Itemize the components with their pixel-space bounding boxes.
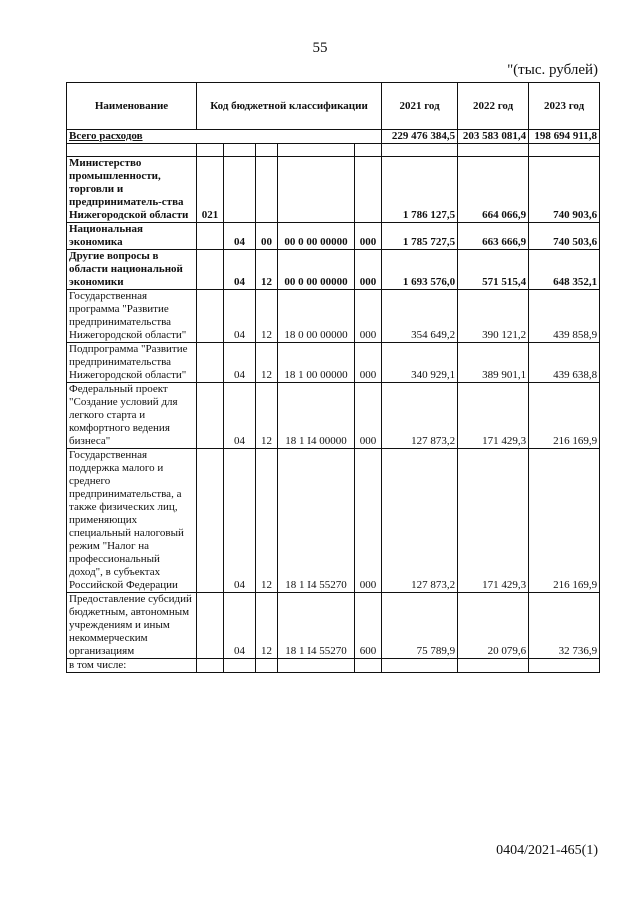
cell-v2021: 1 693 576,0 bbox=[382, 250, 458, 290]
table-row bbox=[67, 223, 600, 250]
cell-v2021: 127 873,2 bbox=[382, 449, 458, 593]
cell-c5 bbox=[355, 157, 382, 223]
cell-v2023: 439 638,8 bbox=[529, 343, 600, 383]
cell-c2: 04 bbox=[224, 449, 256, 593]
header-2021: 2021 год bbox=[382, 83, 458, 130]
unit-label: "(тыс. рублей) bbox=[507, 62, 598, 78]
cell-v2021 bbox=[382, 659, 458, 673]
cell-name: Министерство промышленности, торговли и предприниматель-ства Нижегородской области bbox=[67, 157, 197, 223]
document-code: 0404/2021-465(1) bbox=[496, 843, 598, 858]
cell-c4: 00 0 00 00000 bbox=[278, 250, 355, 290]
cell-c1 bbox=[197, 383, 224, 449]
total-2021: 229 476 384,5 bbox=[382, 130, 458, 144]
spacer-cell bbox=[256, 144, 278, 157]
cell-c4: 18 0 00 00000 bbox=[278, 290, 355, 343]
total-row bbox=[67, 130, 600, 144]
cell-name: Другие вопросы в области национальной экономики bbox=[67, 250, 197, 290]
cell-name: Федеральный проект "Создание условий для легкого старта и комфортного ведения бизнеса" bbox=[67, 383, 197, 449]
cell-name: Государственная поддержка малого и среднего предпринимательства, а также физических лиц, применяющих специальный налоговый режим "Налог на профессиональный доход", в субъектах Российской Федерации bbox=[67, 449, 197, 593]
cell-c3: 12 bbox=[256, 593, 278, 659]
cell-v2023: 216 169,9 bbox=[529, 383, 600, 449]
cell-v2023: 216 169,9 bbox=[529, 449, 600, 593]
cell-c5 bbox=[355, 659, 382, 673]
spacer-cell bbox=[197, 144, 224, 157]
cell-c2 bbox=[224, 157, 256, 223]
spacer-cell bbox=[458, 144, 529, 157]
table-row bbox=[67, 449, 600, 593]
cell-v2023: 439 858,9 bbox=[529, 290, 600, 343]
cell-c1 bbox=[197, 223, 224, 250]
cell-v2021: 1 786 127,5 bbox=[382, 157, 458, 223]
spacer-row bbox=[67, 144, 600, 157]
cell-c5: 000 bbox=[355, 343, 382, 383]
cell-c3: 12 bbox=[256, 290, 278, 343]
cell-c4: 18 1 I4 00000 bbox=[278, 383, 355, 449]
cell-c4 bbox=[278, 157, 355, 223]
cell-c2: 04 bbox=[224, 593, 256, 659]
cell-c1: 021 bbox=[197, 157, 224, 223]
cell-c3: 00 bbox=[256, 223, 278, 250]
cell-c3: 12 bbox=[256, 449, 278, 593]
cell-c4: 18 1 00 00000 bbox=[278, 343, 355, 383]
header-2023: 2023 год bbox=[529, 83, 600, 130]
cell-v2022: 171 429,3 bbox=[458, 449, 529, 593]
cell-c3: 12 bbox=[256, 343, 278, 383]
cell-c5: 000 bbox=[355, 290, 382, 343]
cell-v2022: 389 901,1 bbox=[458, 343, 529, 383]
cell-v2021: 1 785 727,5 bbox=[382, 223, 458, 250]
cell-c1 bbox=[197, 343, 224, 383]
cell-v2023: 648 352,1 bbox=[529, 250, 600, 290]
total-2022: 203 583 081,4 bbox=[458, 130, 529, 144]
table-row bbox=[67, 343, 600, 383]
total-name: Всего расходов bbox=[67, 130, 382, 144]
cell-c1 bbox=[197, 290, 224, 343]
cell-v2022: 390 121,2 bbox=[458, 290, 529, 343]
cell-c3 bbox=[256, 157, 278, 223]
cell-c1 bbox=[197, 659, 224, 673]
table-row bbox=[67, 593, 600, 659]
page-number: 55 bbox=[312, 40, 328, 56]
cell-v2023: 32 736,9 bbox=[529, 593, 600, 659]
cell-v2022 bbox=[458, 659, 529, 673]
cell-v2022: 171 429,3 bbox=[458, 383, 529, 449]
cell-c1 bbox=[197, 593, 224, 659]
cell-c5: 000 bbox=[355, 449, 382, 593]
cell-name: Предоставление субсидий бюджетным, автономным учреждениям и иным некоммерческим организациям bbox=[67, 593, 197, 659]
cell-v2021: 340 929,1 bbox=[382, 343, 458, 383]
cell-c4: 18 1 I4 55270 bbox=[278, 449, 355, 593]
table-header-row bbox=[67, 83, 600, 130]
table-row bbox=[67, 290, 600, 343]
cell-v2021: 75 789,9 bbox=[382, 593, 458, 659]
cell-v2022: 664 066,9 bbox=[458, 157, 529, 223]
cell-c1 bbox=[197, 449, 224, 593]
cell-c3 bbox=[256, 659, 278, 673]
cell-name: Подпрограмма "Развитие предпринимательства Нижегородской области" bbox=[67, 343, 197, 383]
cell-c2: 04 bbox=[224, 290, 256, 343]
table-row bbox=[67, 659, 600, 673]
cell-c2 bbox=[224, 659, 256, 673]
cell-c2: 04 bbox=[224, 250, 256, 290]
cell-c5: 600 bbox=[355, 593, 382, 659]
cell-c5: 000 bbox=[355, 250, 382, 290]
cell-c4: 18 1 I4 55270 bbox=[278, 593, 355, 659]
table-row bbox=[67, 383, 600, 449]
spacer-cell bbox=[382, 144, 458, 157]
spacer-cell bbox=[355, 144, 382, 157]
table-row bbox=[67, 250, 600, 290]
cell-c2: 04 bbox=[224, 383, 256, 449]
spacer-cell bbox=[529, 144, 600, 157]
cell-name: в том числе: bbox=[67, 659, 197, 673]
cell-v2021: 127 873,2 bbox=[382, 383, 458, 449]
cell-name: Государственная программа "Развитие предпринимательства Нижегородской области" bbox=[67, 290, 197, 343]
total-2023: 198 694 911,8 bbox=[529, 130, 600, 144]
budget-table bbox=[66, 82, 600, 673]
table-row bbox=[67, 157, 600, 223]
spacer-cell bbox=[224, 144, 256, 157]
cell-c4 bbox=[278, 659, 355, 673]
cell-v2023: 740 903,6 bbox=[529, 157, 600, 223]
header-name: Наименование bbox=[67, 83, 197, 130]
cell-c1 bbox=[197, 250, 224, 290]
cell-v2022: 571 515,4 bbox=[458, 250, 529, 290]
spacer-cell bbox=[278, 144, 355, 157]
cell-v2023 bbox=[529, 659, 600, 673]
header-code: Код бюджетной классификации bbox=[197, 83, 382, 130]
cell-c4: 00 0 00 00000 bbox=[278, 223, 355, 250]
spacer-cell bbox=[67, 144, 197, 157]
cell-c5: 000 bbox=[355, 383, 382, 449]
cell-v2023: 740 503,6 bbox=[529, 223, 600, 250]
cell-v2021: 354 649,2 bbox=[382, 290, 458, 343]
cell-c2: 04 bbox=[224, 223, 256, 250]
cell-v2022: 663 666,9 bbox=[458, 223, 529, 250]
header-2022: 2022 год bbox=[458, 83, 529, 130]
cell-c3: 12 bbox=[256, 383, 278, 449]
cell-name: Национальная экономика bbox=[67, 223, 197, 250]
cell-c5: 000 bbox=[355, 223, 382, 250]
cell-v2022: 20 079,6 bbox=[458, 593, 529, 659]
cell-c3: 12 bbox=[256, 250, 278, 290]
cell-c2: 04 bbox=[224, 343, 256, 383]
